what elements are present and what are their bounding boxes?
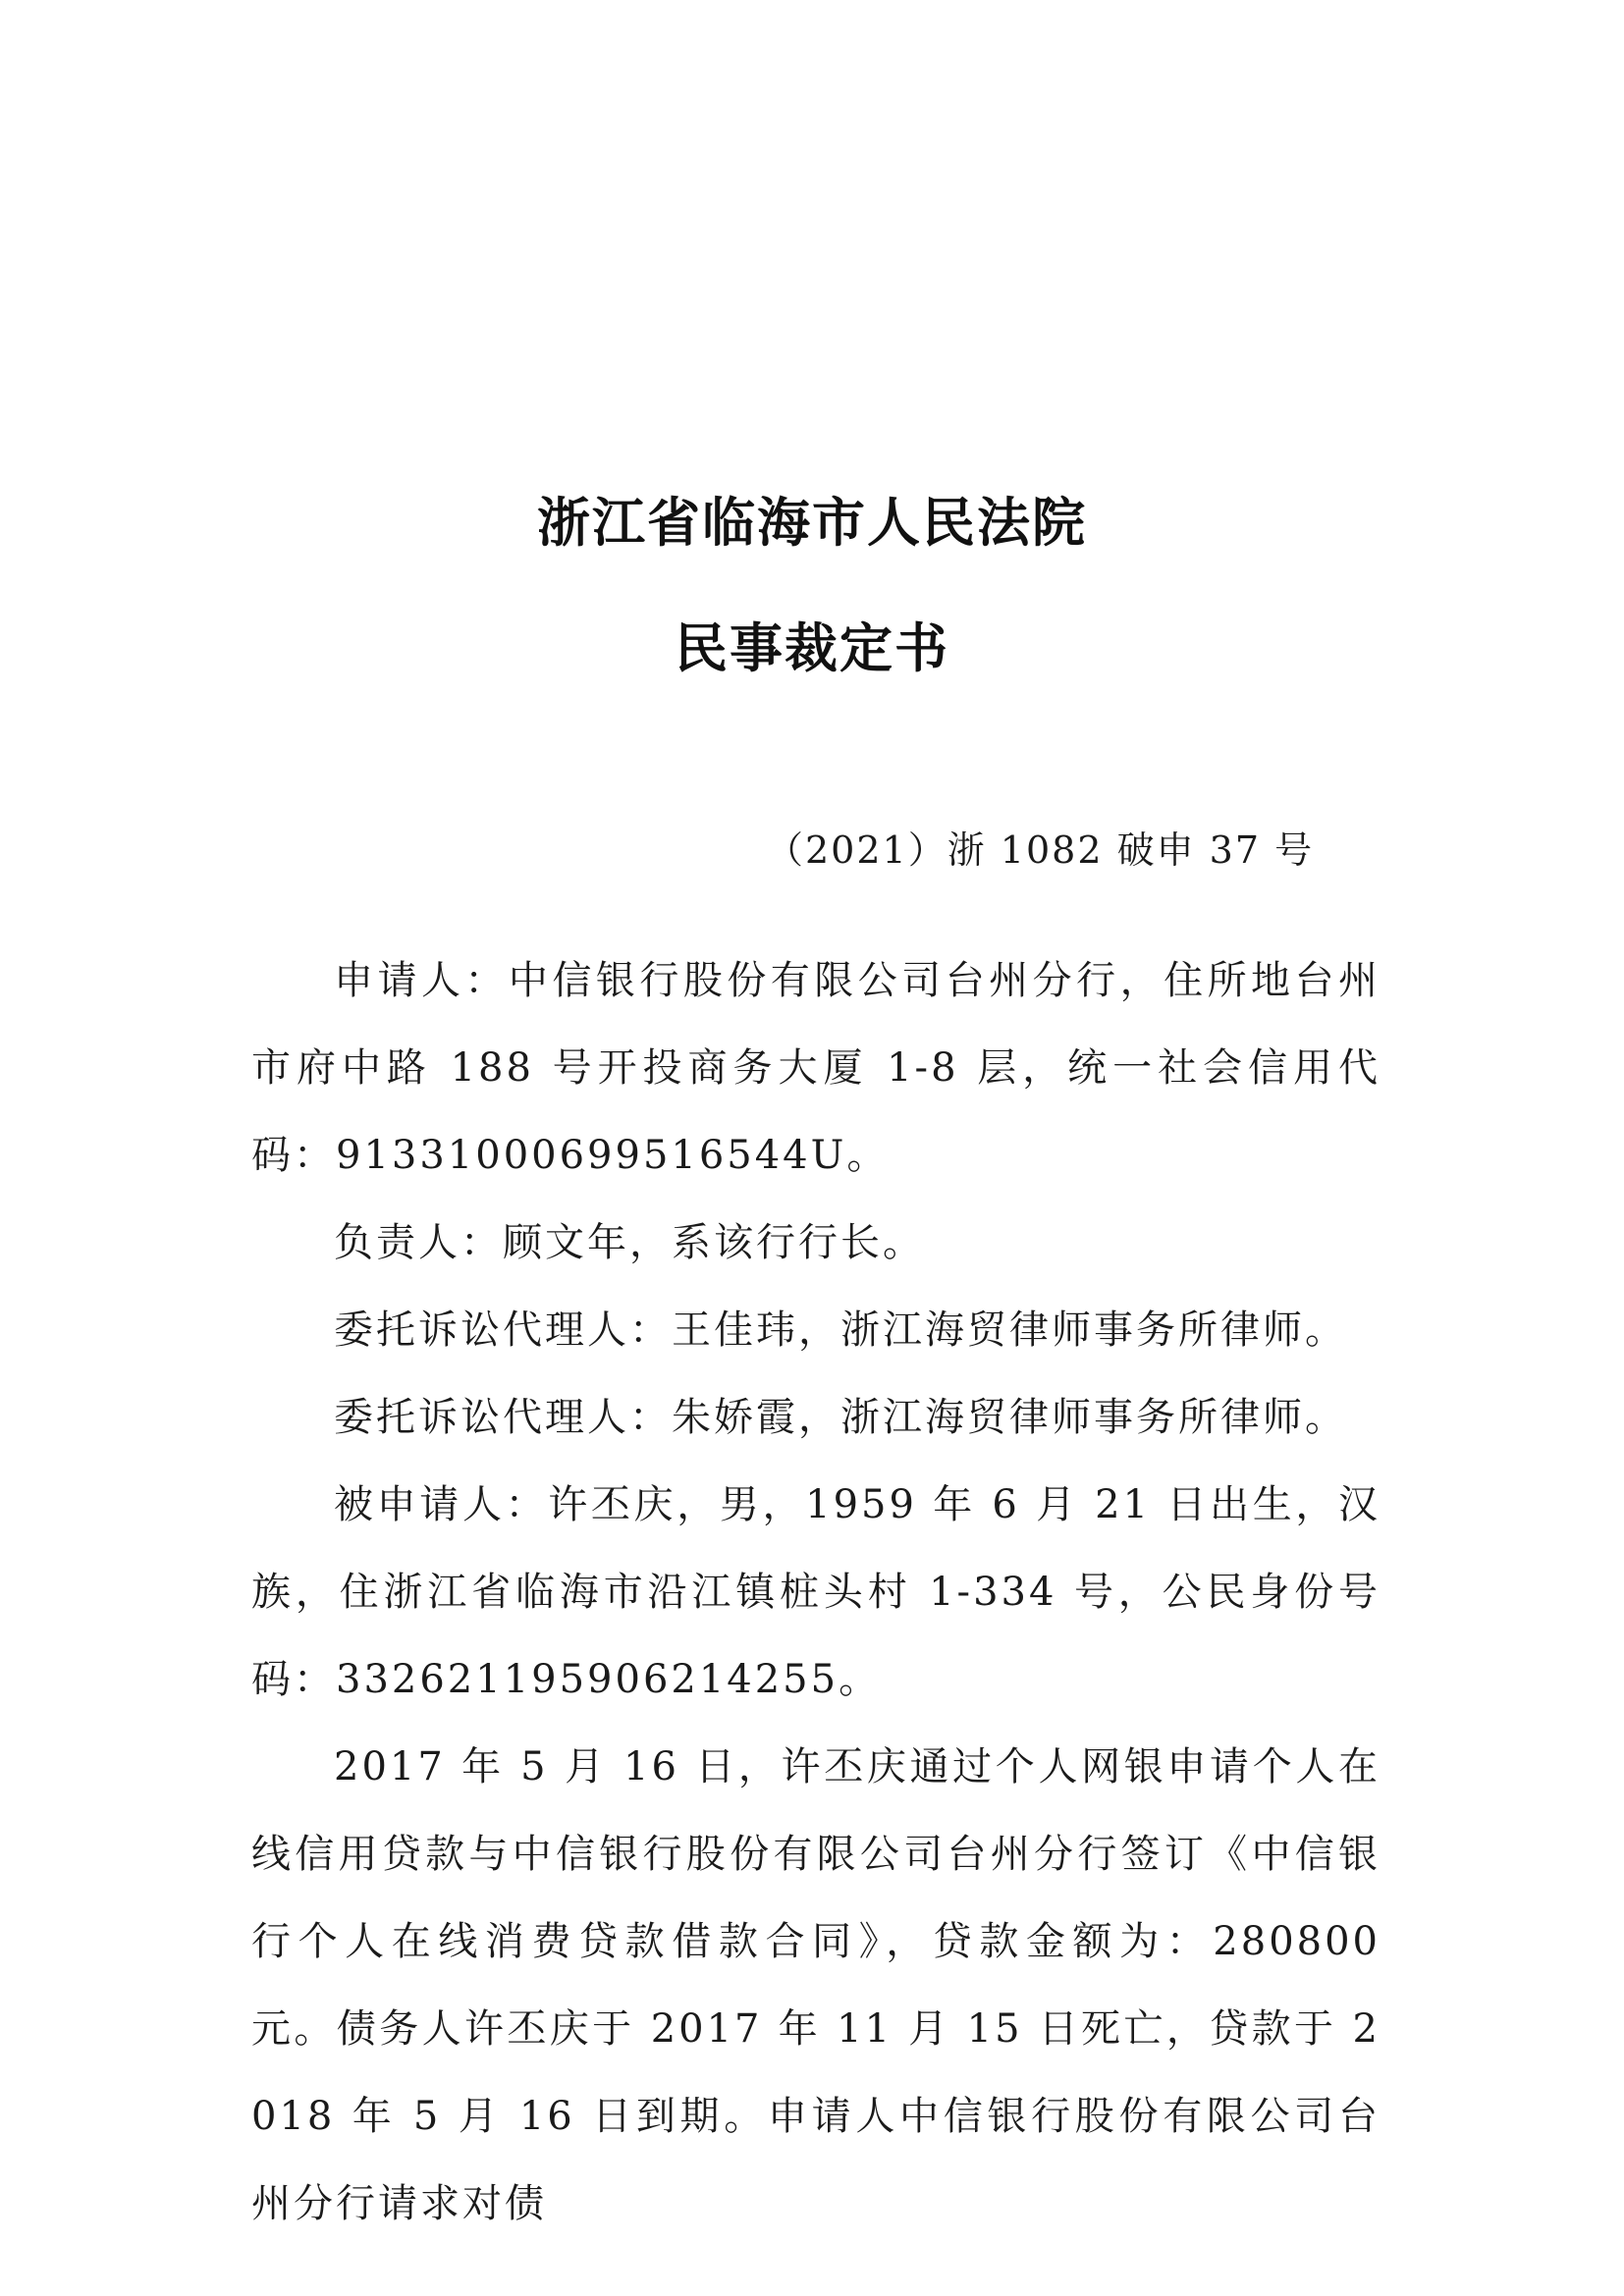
paragraph-facts: 2017 年 5 月 16 日，许丕庆通过个人网银申请个人在线信用贷款与中信银行股份有限公司台州分行签订《中信银行个人在线消费贷款借款合同》，贷款金额为：280800 元。债务人许丕庆于 2017 年 11 月 15 日死亡，贷款于 2018 年 5 月 16 日到期。申请人中信银行股份有限公司台州分行请求对债 [251, 1744, 1380, 2226]
paragraph-agent-2: 委托诉讼代理人：朱娇霞，浙江海贸律师事务所律师。 [334, 1395, 1347, 1440]
document-body [251, 937, 1380, 2248]
court-name: 浙江省临海市人民法院 [537, 492, 1087, 554]
case-number: （2021）浙 1082 破申 37 号 [766, 828, 1315, 872]
paragraph-agent-1: 委托诉讼代理人：王佳玮，浙江海贸律师事务所律师。 [334, 1308, 1347, 1353]
paragraph-responsible-person: 负责人：顾文年，系该行行长。 [334, 1220, 925, 1265]
paragraph-respondent: 被申请人：许丕庆，男，1959 年 6 月 21 日出生，汉族，住浙江省临海市沿江镇桩头村 1-334 号，公民身份号码：332621195906214255。 [251, 1482, 1380, 1702]
document-type-title: 民事裁定书 [675, 617, 949, 679]
paragraph-applicant: 申请人：中信银行股份有限公司台州分行，住所地台州市府中路 188 号开投商务大厦 1-8 层，统一社会信用代码：91331000699516544U。 [251, 958, 1380, 1178]
